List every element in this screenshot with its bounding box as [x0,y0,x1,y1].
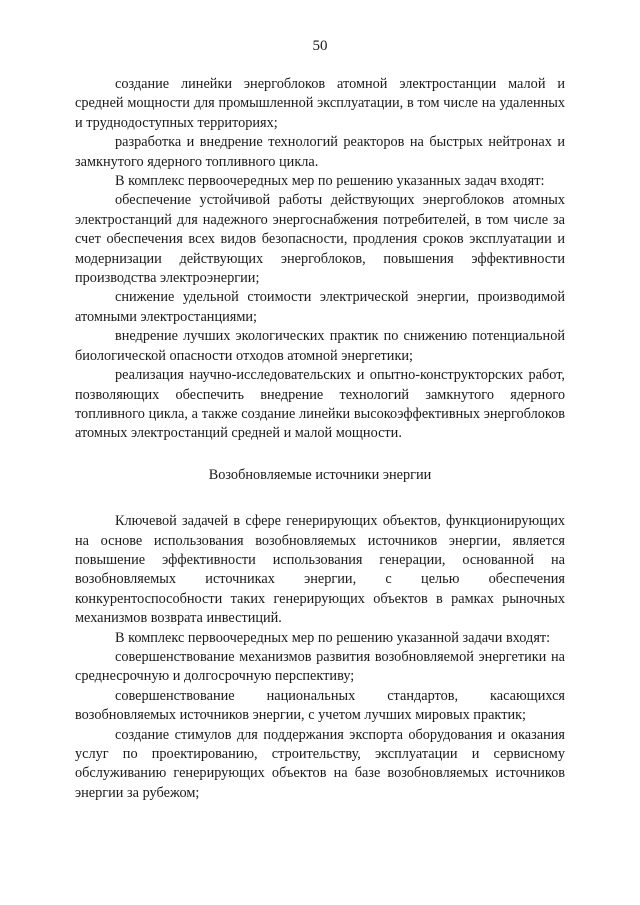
section-heading: Возобновляемые источники энергии [208,466,432,483]
paragraph: В комплекс первоочередных мер по решению указанных задач входят: [115,173,545,190]
document-body [75,75,565,803]
paragraph: совершенствование механизмов развития возобновляемой энергетики на среднесрочную и долгосрочную перспективу; [75,648,565,685]
paragraph: создание линейки энергоблоков атомной электростанции малой и средней мощности для промышленной эксплуатации, в том числе на удаленных и труднодоступных территориях; [75,76,565,131]
paragraph: обеспечение устойчивой работы действующих энергоблоков атомных электростанций для надежного энергоснабжения потребителей, в том числе за счет обеспечения всех видов безопасности, продления сроков эксплуатации и модернизации действующих энергоблоков, повышения эффективности производства электроэнергии; [75,192,565,287]
paragraph: совершенствование национальных стандартов, касающихся возобновляемых источников энергии, с учетом лучших мировых практик; [75,687,565,724]
paragraph: снижение удельной стоимости электрической энергии, производимой атомными электростанциями; [75,289,565,325]
paragraph: внедрение лучших экологических практик по снижению потенциальной биологической опасности отходов атомной энергетики; [75,328,565,364]
paragraph: реализация научно-исследовательских и опытно-конструкторских работ, позволяющих обеспечить внедрение технологий замкнутого ядерного топливного цикла, а также создание линейки высокоэффективных энергоблоков атомных электростанций средней и малой мощности. [75,367,565,442]
paragraph: разработка и внедрение технологий реакторов на быстрых нейтронах и замкнутого ядерного топливного цикла. [75,134,565,170]
page-number: 50 [312,38,328,54]
paragraph: создание стимулов для поддержания экспорта оборудования и оказания услуг по проектированию, строительству, эксплуатации и сервисному обслуживанию генерирующих объектов на базе возобновляемых источников энергии за рубежом; [75,726,565,801]
paragraph: В комплекс первоочередных мер по решению указанной задачи входят: [115,629,551,646]
paragraph: Ключевой задачей в сфере генерирующих объектов, функционирующих на основе использования возобновляемых источников энергии, является повышение эффективности использования генерации, основанной на возобновляемых источниках энергии, с целью обеспечения конкурентоспособности таких генерирующих объектов в рамках рыночных механизмов возврата инвестиций. [75,513,565,627]
